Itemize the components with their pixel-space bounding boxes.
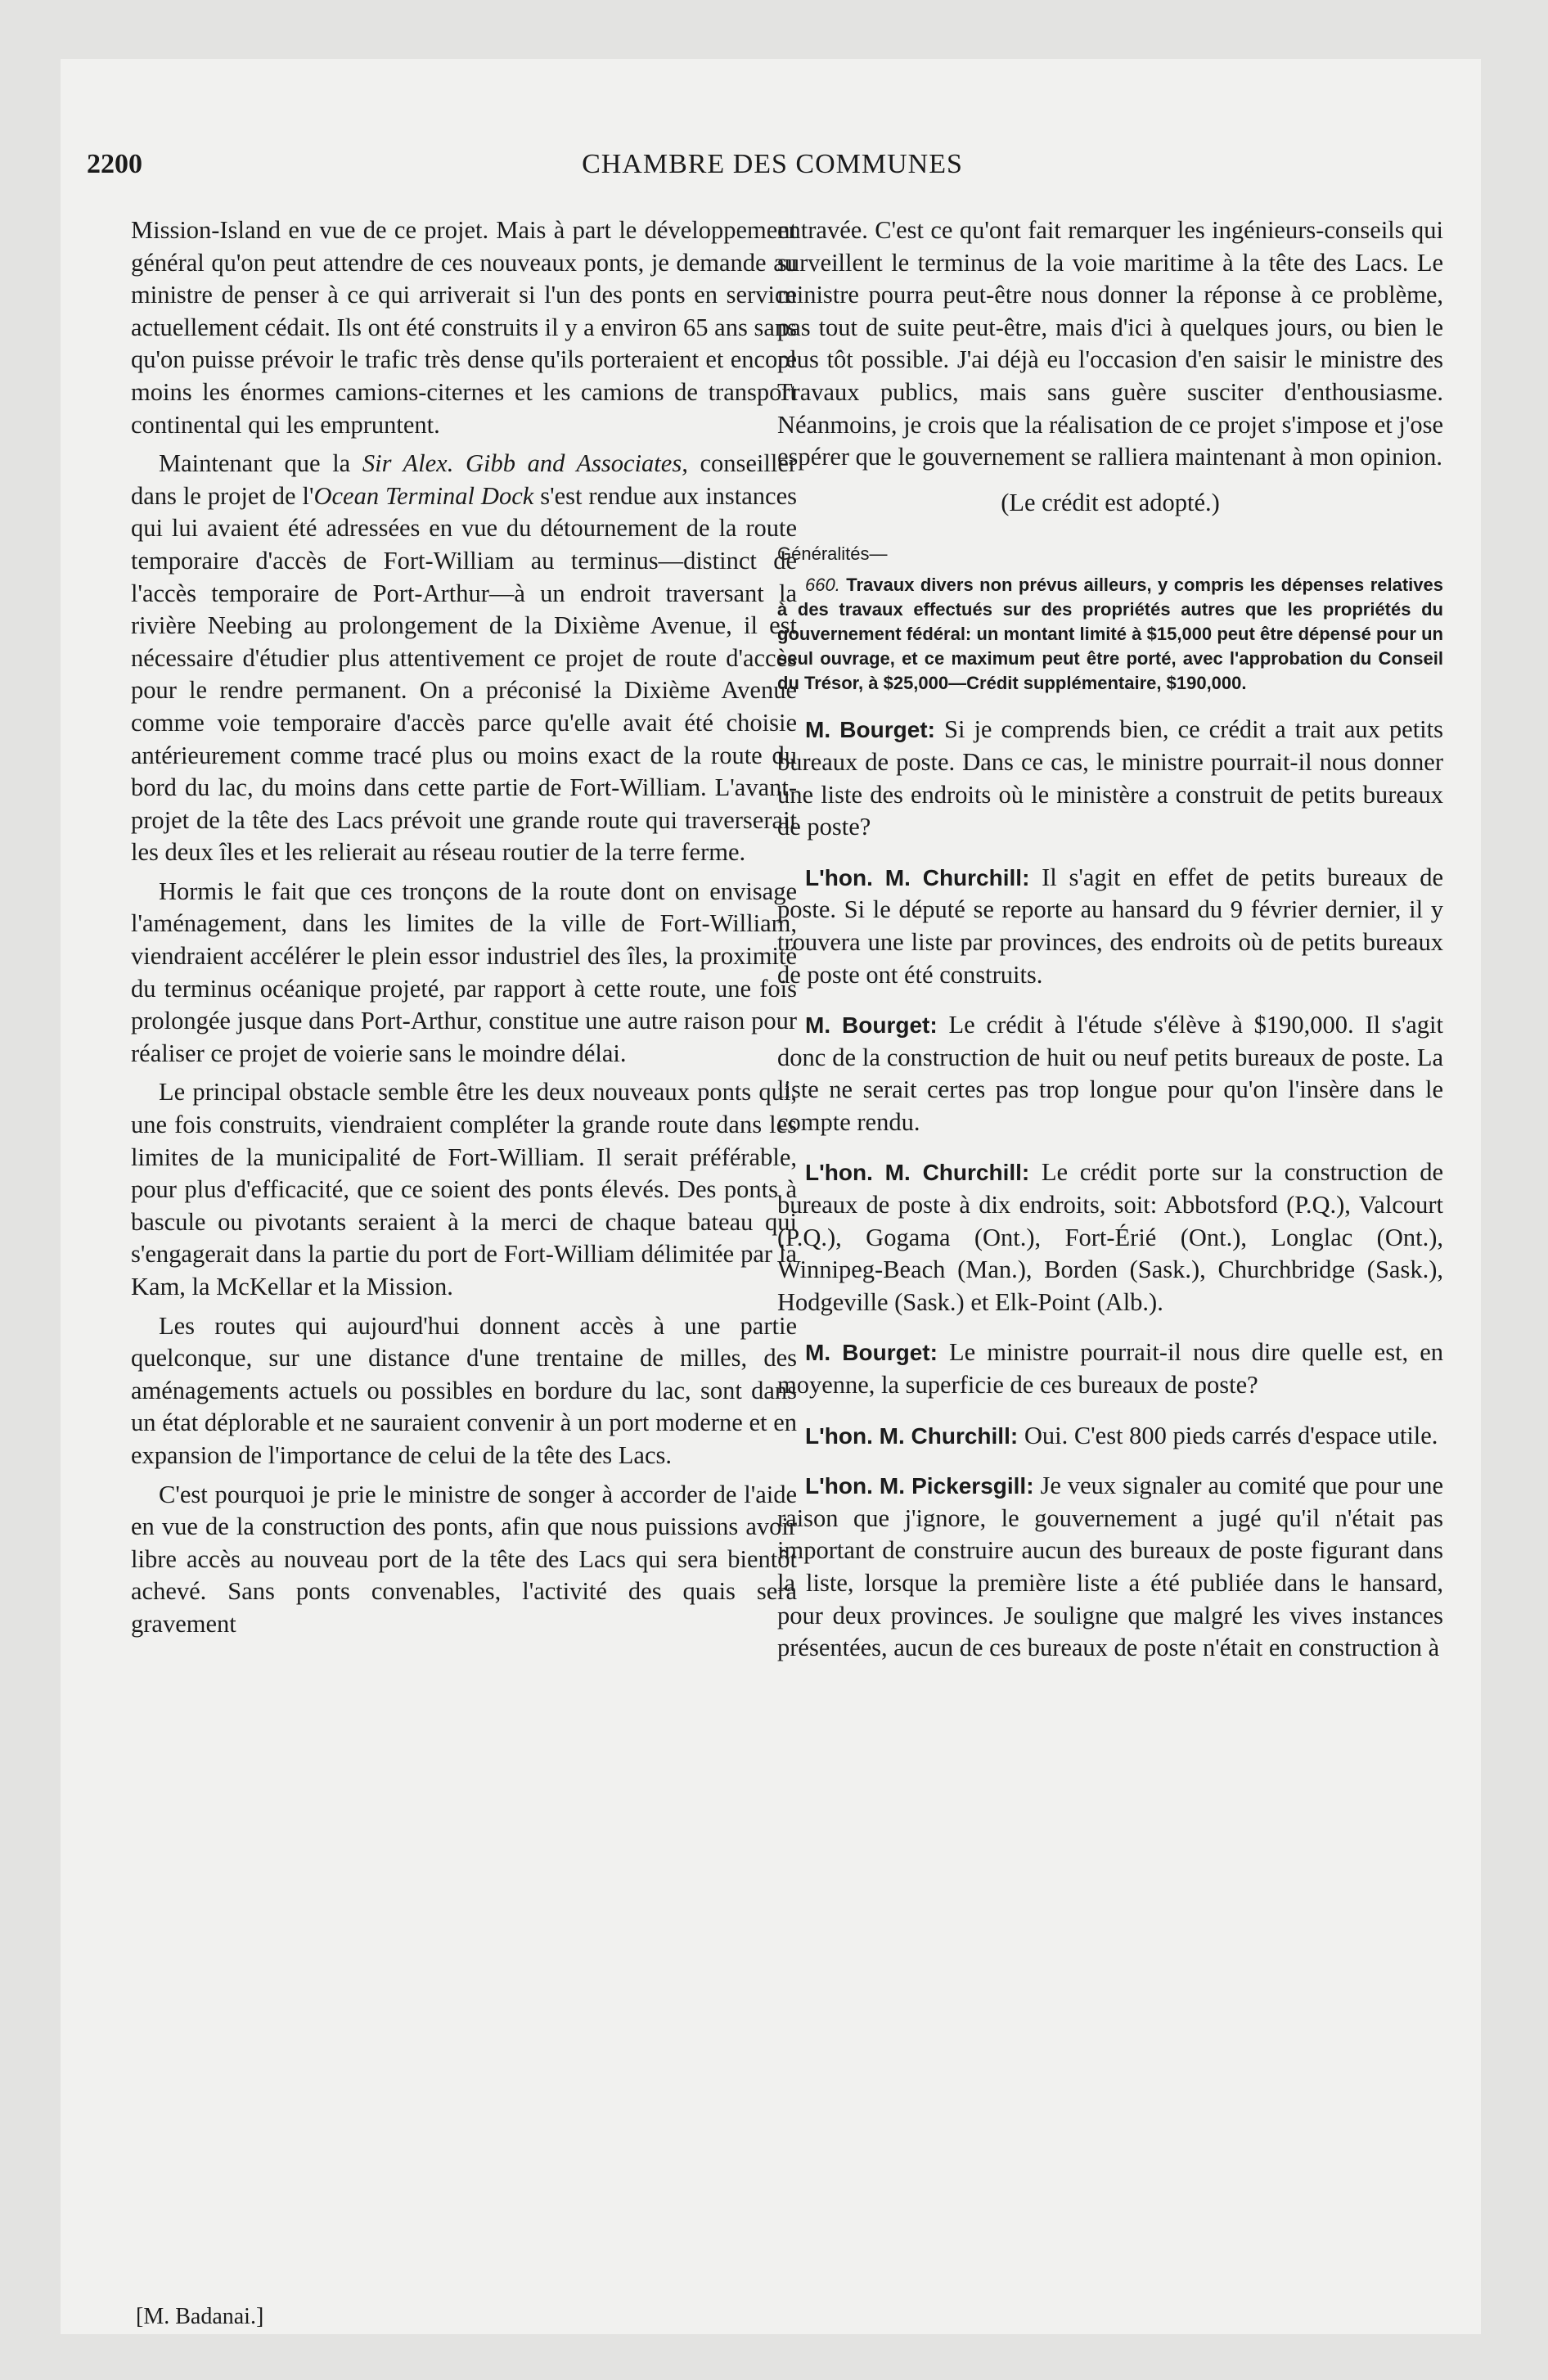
page-number: 2200	[87, 149, 142, 179]
speaker-name: M. Bourget:	[805, 1012, 938, 1039]
speech: M. Bourget: Le ministre pourrait-il nous dire quelle est, en moyenne, la superficie de ces bureaux de poste?	[777, 1338, 1444, 1400]
speech: M. Bourget: Le crédit à l'étude s'élève à $190,000. Il s'agit donc de la construction de huit ou neuf petits bureaux de poste. La liste ne serait certes pas trop longue pour qu'on l'insère dans le compte rendu.	[777, 1011, 1443, 1136]
paragraph: C'est pourquoi je prie le ministre de songer à accorder de l'aide en vue de la construction des ponts, afin que nous puissions avoir libre accès au nouveau port de la tête des Lacs qui sera bientôt achevé. Sans ponts convenables, l'activité des quais sera gravement	[131, 1480, 797, 1638]
paragraph: Mission-Island en vue de ce projet. Mais à part le développement général qu'on peut attendre de ces nouveaux ponts, je demande au ministre de penser à ce qui arriverait si l'un des ponts en service actuellement cédait. Ils ont été construits il y a environ 65 ans sans qu'on puisse prévoir le trafic très dense qu'ils porteraient et encore moins les énormes camions-citernes et les camions de transport continental qui les empruntent.	[131, 216, 797, 439]
running-head: CHAMBRE DES COMMUNES	[582, 149, 963, 179]
adopted-note: (Le crédit est adopté.)	[1001, 488, 1220, 516]
right-column	[777, 214, 1443, 1671]
speaker-attribution: [M. Badanai.]	[136, 2304, 264, 2329]
paragraph: Le principal obstacle semble être les deux nouveaux ponts qui, une fois construits, viendraient compléter la grande route dans les limites de la municipalité de Fort-William. Il serait préférable, pour plus d'efficacité, que ce soient des ponts élevés. Des ponts à bascule ou pivotants seraient à la merci de chaque bateau qui s'engagerait dans la partie du port de Fort-William délimitée par la Kam, la McKellar et la Mission.	[131, 1078, 797, 1300]
speech: M. Bourget: Si je comprends bien, ce crédit a trait aux petits bureaux de poste. Dans ce cas, le ministre pourrait-il nous donner une liste des endroits où le ministère a construit de petits bureaux de poste?	[777, 715, 1444, 841]
speaker-name: L'hon. M. Churchill:	[805, 1160, 1030, 1186]
speaker-name: M. Bourget:	[805, 1340, 938, 1366]
paragraph: Les routes qui aujourd'hui donnent accès à une partie quelconque, sur une distance d'une trentaine de milles, des aménagements actuels ou possibles en bordure du lac, sont dans un état déplorable et ne sauraient convenir à un port moderne et en expansion de l'importance de celui de la tête des Lacs.	[131, 1311, 797, 1469]
speaker-name: L'hon. M. Churchill:	[805, 864, 1030, 890]
speech: L'hon. M. Churchill: Le crédit porte sur la construction de bureaux de poste à dix endroits, soit: Abbotsford (P.Q.), Valcourt (P.Q.), Gogama (Ont.), Fort-Érié (Ont.), Longlac (Ont.), Winnipeg-Beach (Man.), Borden (Sask.), Churchbridge (Sask.), Hodgeville (Sask.) et Elk-Point (Alb.).	[777, 1158, 1443, 1316]
speaker-name: L'hon. M. Churchill:	[805, 1422, 1019, 1449]
paragraph: Maintenant que la Sir Alex. Gibb and Associates, conseiller dans le projet de l'Ocean Terminal Dock s'est rendue aux instances qui lui avaient été adressées en vue du détournement de la route temporaire d'accès de Fort-William au terminus—distinct de l'accès temporaire de Port-Arthur—à un endroit traversant la rivière Neebing au prolongement de la Dixième Avenue, il est nécessaire d'étudier plus attentivement ce projet de route d'accès pour le rendre permanent. On a préconisé la Dixième Avenue comme voie temporaire d'accès parce qu'elle avait été choisie antérieurement comme tracé plus ou moins exact de la route du bord du lac, du moins dans cette partie de Fort-William. L'avant-projet de la tête des Lacs prévoit une grande route qui traverserait les deux îles et les relierait au réseau routier de la terre ferme.	[131, 449, 798, 867]
left-column	[131, 214, 797, 1648]
vote-item: 660. Travaux divers non prévus ailleurs, y compris les dépenses relatives à des travaux effectués sur des propriétés autres que les propriétés du gouvernement fédéral: un montant limité à $15,000 peut être dépensé pour un seul ouvrage, et ce maximum peut être porté, avec l'approbation du Conseil du Trésor, à $25,000—Crédit supplémentaire, $190,000.	[777, 575, 1443, 694]
paragraph: entravée. C'est ce qu'ont fait remarquer les ingénieurs-conseils qui surveillent le terminus de la voie maritime à la tête des Lacs. Le ministre pourra peut-être nous donner la réponse à ce problème, pas tout de suite peut-être, mais d'ici à quelques jours, ou bien le plus tôt possible. J'ai déjà eu l'occasion d'en saisir le ministre des Travaux publics, mais sans guère susciter d'enthousiasme. Néanmoins, je crois que la réalisation de ce projet s'impose et j'ose espérer que le gouvernement se ralliera maintenant à mon opinion.	[777, 216, 1443, 471]
page-header	[87, 149, 1458, 185]
speech: L'hon. M. Pickersgill: Je veux signaler au comité que pour une raison que j'ignore, le gouvernement a jugé qu'il n'était pas important de construire aucun des bureaux de poste figurant dans la liste, lorsque la première liste a été publiée dans le hansard, pour deux provinces. Je souligne que malgré les vives instances présentées, aucun de ces bureaux de poste n'était en construction à	[777, 1472, 1444, 1662]
speaker-name: M. Bourget:	[805, 717, 935, 743]
section-heading: Généralités—	[777, 543, 888, 565]
speech: L'hon. M. Churchill: Il s'agit en effet de petits bureaux de poste. Si le député se reporte au hansard du 9 février dernier, il y trouvera une liste par provinces, des endroits où de petits bureaux de poste ont été construits.	[777, 863, 1443, 989]
speaker-name: L'hon. M. Pickersgill:	[805, 1473, 1034, 1499]
speech: L'hon. M. Churchill: Oui. C'est 800 pieds carrés d'espace utile.	[805, 1421, 1438, 1449]
paragraph: Hormis le fait que ces tronçons de la route dont on envisage l'aménagement, dans les limites de la ville de Fort-William, viendraient accélérer le plein essor industriel des îles, la proximité du terminus océanique projeté, par rapport à cette route, une fois prolongée jusque dans Port-Arthur, constitue une autre raison pour réaliser ce projet de voierie sans le moindre délai.	[131, 877, 797, 1067]
